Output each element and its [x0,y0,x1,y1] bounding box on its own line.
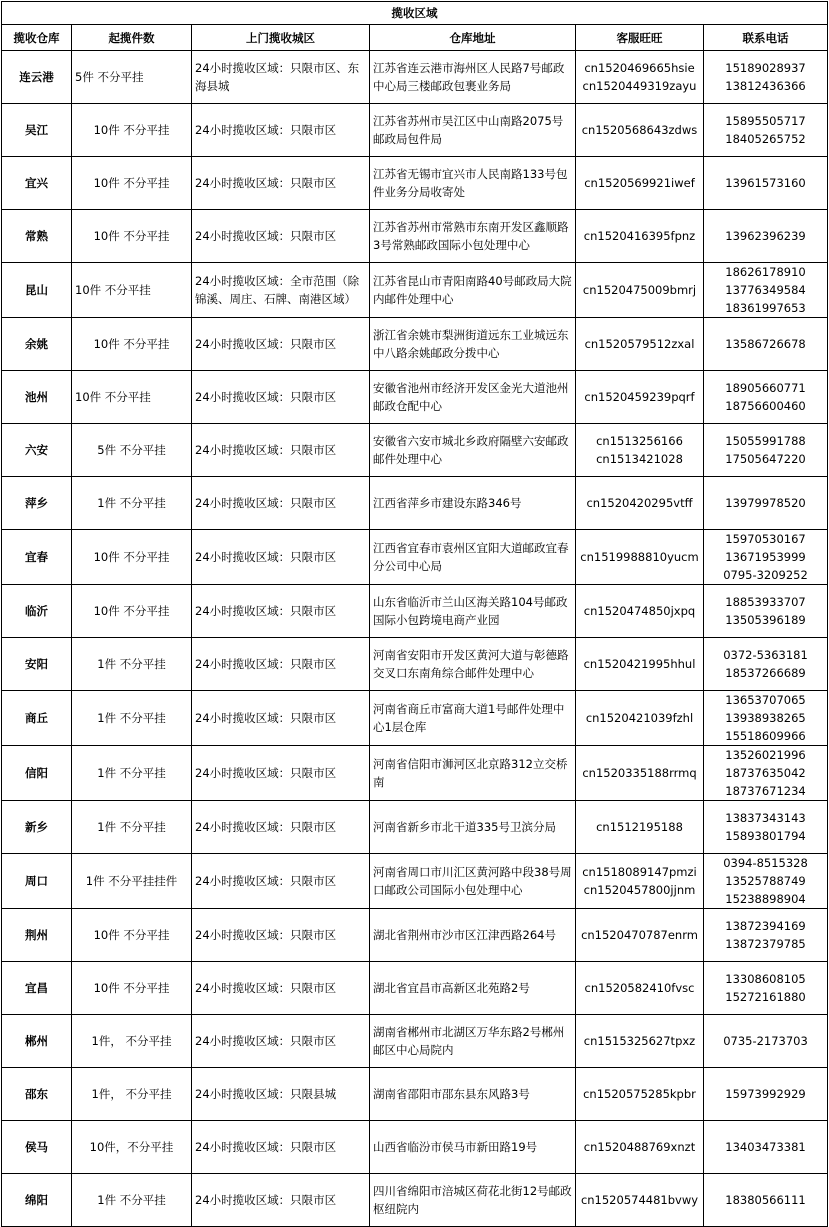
phone-number: 13961573160 [725,176,806,190]
pickup-area: 24小时揽收区域：只限市区 [192,638,370,691]
table-row [2,371,828,424]
phone-number: 0372-5363181 [723,648,808,662]
table-row [2,962,828,1015]
warehouse-address: 江苏省昆山市青阳南路40号邮政局大院内邮件处理中心 [370,263,576,318]
min-count: 1件 不分平挂 [72,638,192,691]
phone-number: 13776349584 [725,283,806,297]
warehouse-address: 江苏省连云港市海州区人民路7号邮政中心局三楼邮政包裹业务局 [370,51,576,104]
pickup-area: 24小时揽收区域：只限市区 [192,318,370,371]
wangwang-contacts [576,909,704,962]
warehouse-address: 山东省临沂市兰山区海关路104号邮政国际小包跨境电商产业园 [370,585,576,638]
phone-number: 13837343143 [725,811,806,825]
pickup-region-table [1,1,828,1227]
wangwang-contacts [576,1174,704,1227]
warehouse-city: 周口 [2,854,72,909]
wangwang-contacts [576,371,704,424]
pickup-area: 24小时揽收区域：只限市区 [192,801,370,854]
wangwang-id: cn1520579512zxal [584,337,695,351]
phone-number: 13586726678 [725,337,806,351]
header-min-count: 起揽件数 [72,25,192,51]
phone-number: 15189028937 [725,61,806,75]
phone-numbers [704,1068,828,1121]
wangwang-id: cn1520488769xnzt [583,1140,696,1154]
warehouse-city: 信阳 [2,746,72,801]
header-pickup-area: 上门揽收城区 [192,25,370,51]
phone-numbers [704,51,828,104]
phone-number: 15895505717 [725,114,806,128]
warehouse-address: 四川省绵阳市涪城区荷花北街12号邮政枢纽院内 [370,1174,576,1227]
min-count: 10件 不分平挂 [72,104,192,157]
wangwang-id: cn1513421028 [596,452,683,466]
table-row [2,424,828,477]
phone-number: 18361997653 [725,301,806,315]
pickup-area: 24小时揽收区域：只限市区 [192,909,370,962]
table-row [2,263,828,318]
warehouse-city: 六安 [2,424,72,477]
phone-numbers [704,530,828,585]
wangwang-contacts [576,477,704,530]
wangwang-contacts [576,1015,704,1068]
warehouse-address: 江西省萍乡市建设东路346号 [370,477,576,530]
phone-numbers [704,638,828,691]
phone-numbers [704,1015,828,1068]
wangwang-contacts [576,691,704,746]
min-count: 10件 不分平挂 [72,318,192,371]
warehouse-address: 安徽省池州市经济开发区金光大道池州邮政仓配中心 [370,371,576,424]
pickup-area: 24小时揽收区域：只限市区 [192,210,370,263]
min-count: 1件 不分平挂 [72,801,192,854]
header-phone: 联系电话 [704,25,828,51]
min-count: 10件 不分平挂 [72,263,192,318]
phone-number: 18737635042 [725,766,806,780]
pickup-area: 24小时揽收区域：全市范围（除锦溪、周庄、石牌、南港区域） [192,263,370,318]
phone-number: 13525788749 [725,874,806,888]
warehouse-address: 浙江省余姚市梨洲街道远东工业城远东中八路余姚邮政分拨中心 [370,318,576,371]
phone-numbers [704,962,828,1015]
phone-number: 17505647220 [725,452,806,466]
min-count: 10件 不分平挂 [72,157,192,210]
min-count: 1件 不分平挂 [72,746,192,801]
warehouse-city: 邵东 [2,1068,72,1121]
phone-number: 13812436366 [725,79,806,93]
pickup-area: 24小时揽收区域：只限市区 [192,371,370,424]
wangwang-id: cn1513256166 [596,434,683,448]
warehouse-city: 侯马 [2,1121,72,1174]
phone-number: 13872379785 [725,937,806,951]
warehouse-city: 池州 [2,371,72,424]
wangwang-contacts [576,210,704,263]
warehouse-city: 常熟 [2,210,72,263]
pickup-area: 24小时揽收区域：只限市区 [192,962,370,1015]
pickup-area: 24小时揽收区域：只限市区 [192,691,370,746]
min-count: 10件，不分平挂 [72,1121,192,1174]
wangwang-id: cn1520574481bvwy [580,1193,699,1207]
table-row [2,691,828,746]
pickup-area: 24小时揽收区域：只限市区 [192,424,370,477]
phone-numbers [704,318,828,371]
min-count: 10件 不分平挂 [72,530,192,585]
phone-numbers [704,1174,828,1227]
pickup-area: 24小时揽收区域：只限市区 [192,1015,370,1068]
min-count: 1件， 不分平挂 [72,1068,192,1121]
warehouse-address: 湖南省邵阳市邵东县东风路3号 [370,1068,576,1121]
phone-number: 13938938265 [725,711,806,725]
pickup-area: 24小时揽收区域：只限市区 [192,585,370,638]
min-count: 1件 不分平挂 [72,1174,192,1227]
phone-number: 15973992929 [725,1087,806,1101]
pickup-area: 24小时揽收区域：只限市区、东海县城 [192,51,370,104]
pickup-area: 24小时揽收区域：只限市区 [192,157,370,210]
min-count: 1件， 不分平挂 [72,1015,192,1068]
warehouse-address: 江西省宜春市袁州区宜阳大道邮政宜春分公司中心局 [370,530,576,585]
wangwang-id: cn1512195188 [596,820,683,834]
min-count: 10件 不分平挂 [72,585,192,638]
header-address: 仓库地址 [370,25,576,51]
phone-number: 13872394169 [725,919,806,933]
wangwang-contacts [576,157,704,210]
table-row [2,854,828,909]
phone-number: 15893801794 [725,829,806,843]
wangwang-contacts [576,530,704,585]
phone-number: 18853933707 [725,595,806,609]
pickup-area: 24小时揽收区域：只限县城 [192,1068,370,1121]
phone-number: 13505396189 [725,613,806,627]
phone-numbers [704,854,828,909]
phone-number: 18380566111 [725,1193,806,1207]
phone-number: 13403473381 [725,1140,806,1154]
wangwang-contacts [576,1121,704,1174]
wangwang-id: cn1520335188rrmq [582,766,697,780]
pickup-area: 24小时揽收区域：只限市区 [192,104,370,157]
phone-numbers [704,157,828,210]
phone-numbers [704,371,828,424]
warehouse-address: 江苏省苏州市吴江区中山南路2075号邮政局包件局 [370,104,576,157]
warehouse-address: 山西省临汾市侯马市新田路19号 [370,1121,576,1174]
table-row [2,530,828,585]
table-row [2,1121,828,1174]
wangwang-contacts [576,746,704,801]
pickup-area: 24小时揽收区域：只限市区 [192,530,370,585]
wangwang-id: cn1520474850jxpq [583,604,696,618]
wangwang-contacts [576,638,704,691]
min-count: 10件 不分平挂 [72,210,192,263]
phone-numbers [704,210,828,263]
table-title: 揽收区域 [2,2,828,25]
warehouse-city: 连云港 [2,51,72,104]
phone-numbers [704,801,828,854]
table-row [2,585,828,638]
min-count: 10件 不分平挂 [72,962,192,1015]
warehouse-address: 江苏省无锡市宜兴市人民南路133号包件业务分局收寄处 [370,157,576,210]
phone-number: 13308608105 [725,972,806,986]
table-row [2,746,828,801]
phone-number: 13653707065 [725,693,806,707]
warehouse-address: 安徽省六安市城北乡政府隔壁六安邮政邮件处理中心 [370,424,576,477]
wangwang-contacts [576,424,704,477]
table-row [2,1015,828,1068]
phone-numbers [704,585,828,638]
wangwang-id: cn1520449319zayu [582,79,697,93]
warehouse-city: 安阳 [2,638,72,691]
warehouse-city: 吴江 [2,104,72,157]
table-row [2,318,828,371]
wangwang-id: cn1520469665hsie [584,61,695,75]
wangwang-id: cn1519988810yucm [580,550,699,564]
table-body [2,51,828,1227]
wangwang-id: cn1520575285kpbr [583,1087,696,1101]
min-count: 1件 不分平挂 [72,477,192,530]
min-count: 10件 不分平挂 [72,371,192,424]
phone-number: 0795-3209252 [723,568,808,582]
phone-number: 13979978520 [725,496,806,510]
wangwang-contacts [576,318,704,371]
phone-number: 15055991788 [725,434,806,448]
pickup-area: 24小时揽收区域：只限市区 [192,746,370,801]
wangwang-contacts [576,854,704,909]
table-row [2,157,828,210]
wangwang-contacts [576,585,704,638]
warehouse-city: 萍乡 [2,477,72,530]
wangwang-id: cn1515325627tpxz [583,1034,696,1048]
phone-numbers [704,104,828,157]
phone-number: 13962396239 [725,229,806,243]
wangwang-id: cn1520421995hhul [583,657,696,671]
warehouse-address: 河南省信阳市浉河区北京路312立交桥南 [370,746,576,801]
min-count: 5件 不分平挂 [72,424,192,477]
table-row [2,801,828,854]
warehouse-city: 余姚 [2,318,72,371]
phone-numbers [704,909,828,962]
phone-numbers [704,1121,828,1174]
phone-numbers [704,477,828,530]
table-row [2,477,828,530]
warehouse-city: 绵阳 [2,1174,72,1227]
header-warehouse: 揽收仓库 [2,25,72,51]
wangwang-contacts [576,962,704,1015]
phone-number: 15238898904 [725,892,806,906]
phone-numbers [704,424,828,477]
warehouse-city: 荆州 [2,909,72,962]
wangwang-id: cn1520416395fpnz [583,229,696,243]
warehouse-city: 宜兴 [2,157,72,210]
phone-number: 13526021996 [725,748,806,762]
phone-numbers [704,263,828,318]
header-wangwang: 客服旺旺 [576,25,704,51]
wangwang-id: cn1520582410fvsc [584,981,695,995]
min-count: 5件 不分平挂 [72,51,192,104]
warehouse-address: 湖南省郴州市北湖区万华东路2号郴州邮区中心局院内 [370,1015,576,1068]
phone-number: 0735-2173703 [723,1034,808,1048]
wangwang-contacts [576,1068,704,1121]
warehouse-address: 河南省新乡市北干道335号卫滨分局 [370,801,576,854]
warehouse-city: 宜昌 [2,962,72,1015]
pickup-area: 24小时揽收区域：只限市区 [192,477,370,530]
warehouse-city: 昆山 [2,263,72,318]
min-count: 1件 不分平挂挂件 [72,854,192,909]
wangwang-id: cn1520470787enrm [581,928,698,942]
warehouse-address: 河南省周口市川汇区黄河路中段38号周口邮政公司国际小包处理中心 [370,854,576,909]
warehouse-address: 江苏省苏州市常熟市东南开发区鑫顺路3号常熟邮政国际小包处理中心 [370,210,576,263]
wangwang-id: cn1518089147pmzi [582,865,697,879]
min-count: 1件 不分平挂 [72,691,192,746]
table-row [2,210,828,263]
wangwang-contacts [576,801,704,854]
wangwang-contacts [576,51,704,104]
warehouse-address: 湖北省宜昌市高新区北苑路2号 [370,962,576,1015]
wangwang-id: cn1520421039fzhl [585,711,694,725]
warehouse-city: 商丘 [2,691,72,746]
wangwang-contacts [576,263,704,318]
table-row [2,51,828,104]
warehouse-city: 郴州 [2,1015,72,1068]
warehouse-address: 湖北省荆州市沙市区江津西路264号 [370,909,576,962]
wangwang-id: cn1520459239pqrf [584,390,695,404]
warehouse-address: 河南省商丘市富商大道1号邮件处理中心1层仓库 [370,691,576,746]
wangwang-contacts [576,104,704,157]
pickup-area: 24小时揽收区域：只限市区 [192,854,370,909]
table-row [2,104,828,157]
wangwang-id: cn1520420295vtff [586,496,693,510]
wangwang-id: cn1520457800jjnm [583,883,696,897]
table-row [2,1068,828,1121]
table-row [2,638,828,691]
phone-number: 15518609966 [725,729,806,743]
phone-number: 18537266689 [725,666,806,680]
pickup-area: 24小时揽收区域：只限市区 [192,1121,370,1174]
table-row [2,909,828,962]
pickup-area: 24小时揽收区域：只限市区 [192,1174,370,1227]
phone-number: 18737671234 [725,784,806,798]
warehouse-city: 临沂 [2,585,72,638]
phone-number: 18405265752 [725,132,806,146]
wangwang-id: cn1520475009bmrj [582,283,697,297]
table-row [2,1174,828,1227]
wangwang-id: cn1520568643zdws [581,123,698,137]
phone-number: 18626178910 [725,265,806,279]
warehouse-address: 河南省安阳市开发区黄河大道与彰德路交叉口东南角综合邮件处理中心 [370,638,576,691]
phone-number: 0394-8515328 [723,856,808,870]
warehouse-city: 新乡 [2,801,72,854]
phone-number: 15272161880 [725,990,806,1004]
phone-numbers [704,691,828,746]
phone-number: 15970530167 [725,532,806,546]
phone-number: 18905660771 [725,381,806,395]
warehouse-city: 宜春 [2,530,72,585]
min-count: 10件 不分平挂 [72,909,192,962]
wangwang-id: cn1520569921iwef [584,176,695,190]
phone-number: 13671953999 [725,550,806,564]
phone-number: 18756600460 [725,399,806,413]
phone-numbers [704,746,828,801]
